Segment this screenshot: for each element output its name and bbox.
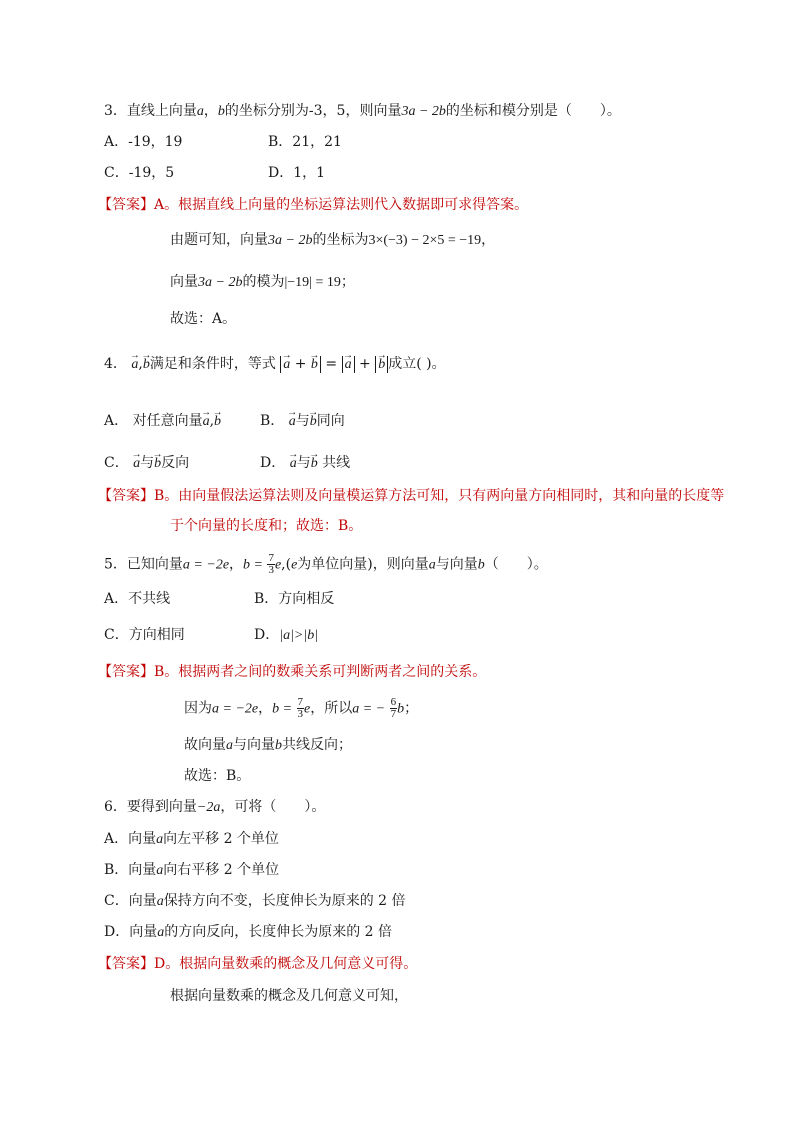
q4-option-c: C． → a与 → b反向	[104, 449, 190, 471]
q6-option-d: D．向量a的方向反向，长度伸长为原来的 2 倍	[104, 924, 393, 940]
q6-option-c: C．向量a保持方向不变，长度伸长为原来的 2 倍	[104, 893, 406, 909]
q4-option-a: A． 对任意向量 → a, → b	[104, 407, 223, 429]
q3-option-a: A．-19，19	[104, 134, 183, 150]
expr-3a-2b: 3a − 2b	[401, 104, 446, 119]
q3-option-d: D．1，1	[268, 165, 326, 181]
q3-option-b: B．21，21	[268, 134, 342, 150]
fraction-7-3: $\frac{7}{3}$	[268, 552, 274, 576]
q3-solution-line-3: 故选：A。	[170, 311, 237, 327]
q3-stem: 3．直线上向量a，b的坐标分别为-3，5，则向量3a − 2b的坐标和模分别是（ ）。	[104, 103, 621, 119]
q5-solution-line-1: 因为a = −2e，b = $\frac{7}{3}$ e，所以a = − $\frac{6}{7}$ b；	[184, 696, 419, 720]
q4-option-b: B． → a与 → b同向	[260, 407, 345, 429]
q6-stem: 6．要得到向量−2a，可将（ ）。	[104, 799, 326, 815]
q5-option-d: D．|a|>|b|	[254, 627, 319, 643]
abs-a-plus-b: → a + → b	[281, 350, 320, 372]
q4-option-d: D． → a与 → b 共线	[260, 449, 351, 471]
abs-a: → a	[343, 350, 354, 372]
q6-option-b: B．向量a向右平移 2 个单位	[104, 862, 280, 878]
q5-answer: 【答案】B。根据两者之间的数乘关系可判断两者之间的关系。	[98, 664, 487, 680]
q4-answer-cont: 于个向量的长度和；故选：B。	[170, 518, 363, 534]
vec-a: → a	[129, 350, 140, 372]
q5-option-c: C．方向相同	[104, 627, 185, 643]
q5-solution-line-2: 故向量a与向量b共线反向；	[184, 737, 352, 753]
q4-answer: 【答案】B。由向量假法运算法则及向量模运算方法可知，只有两向量方向相同时，其和向量的长度等	[98, 488, 725, 504]
q5-option-b: B．方向相反	[254, 591, 335, 607]
q6-option-a: A．向量a向左平移 2 个单位	[104, 831, 279, 847]
q6-solution-line-1: 根据向量数乘的概念及几何意义可知，	[170, 988, 408, 1004]
q5-option-a: A．不共线	[104, 591, 171, 607]
vec-a: a	[196, 104, 204, 119]
q6-answer: 【答案】D。根据向量数乘的概念及几何意义可得。	[98, 956, 418, 972]
q3-answer: 【答案】A。根据直线上向量的坐标运算法则代入数据即可求得答案。	[98, 197, 529, 213]
q5-solution-line-3: 故选：B。	[184, 768, 251, 784]
q3-solution-line-1: 由题可知，向量3a − 2b的坐标为3×(−3) − 2×5 = −19，	[170, 232, 496, 248]
vec-b: b	[217, 104, 225, 119]
abs-b: → b	[376, 350, 387, 372]
q3-solution-line-2: 向量3a − 2b的模为|−19| = 19；	[170, 274, 355, 290]
vec-b: → b	[141, 350, 152, 372]
q5-stem: 5．已知向量a = −2e，b = $\frac{7}{3}$ e,(e为单位向量)，则向量a与向量b（ ）。	[104, 552, 548, 576]
answer-tag: 【答案】	[98, 197, 154, 213]
q3-option-c: C．-19，5	[104, 165, 175, 181]
q4-stem: 4． → a, → b满足和条件时，等式 → a + → b = → a + → b 成立( )。	[104, 354, 446, 375]
